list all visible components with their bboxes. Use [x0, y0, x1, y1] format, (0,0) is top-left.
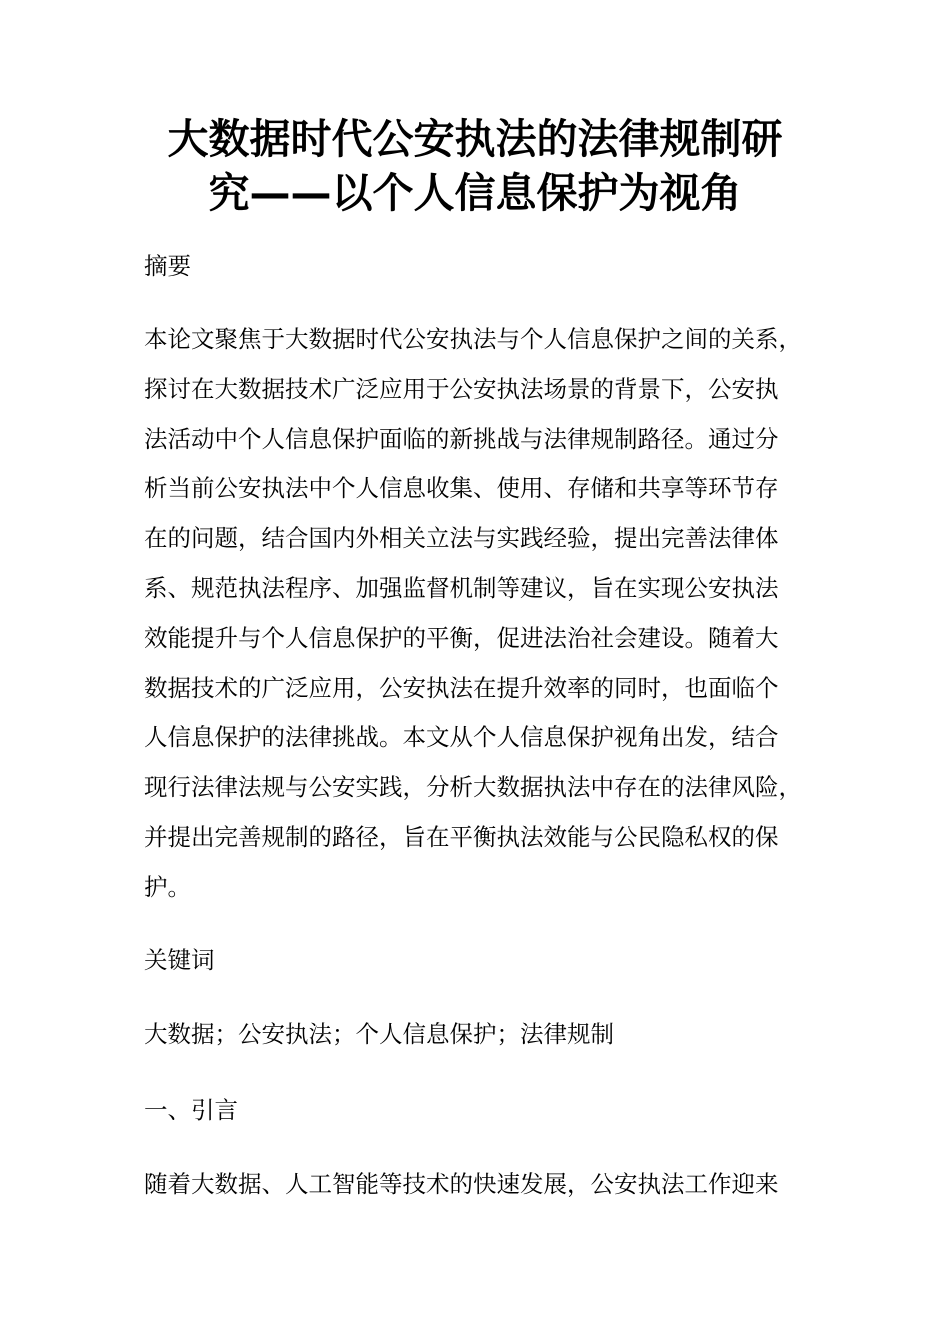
- section-heading-introduction: 一、引言: [144, 1096, 238, 1124]
- abstract-line: 数据技术的广泛应用，公安执法在提升效率的同时，也面临个: [144, 673, 779, 702]
- abstract-line: 本论文聚焦于大数据时代公安执法与个人信息保护之间的关系，: [144, 325, 802, 353]
- abstract-line: 探讨在大数据技术广泛应用于公安执法场景的背景下，公安执: [144, 374, 779, 403]
- abstract-line: 现行法律法规与公安实践，分析大数据执法中存在的法律风险，: [144, 773, 802, 802]
- abstract-paragraph: [144, 315, 809, 913]
- introduction-line: 随着大数据、人工智能等技术的快速发展，公安执法工作迎来: [144, 1170, 779, 1198]
- abstract-line: 系、规范执法程序、加强监督机制等建议，旨在实现公安执法: [144, 573, 779, 602]
- abstract-line: 效能提升与个人信息保护的平衡，促进法治社会建设。随着大: [144, 623, 779, 652]
- title-line: 大数据时代公安执法的法律规制研: [167, 115, 783, 163]
- introduction-paragraph: [144, 1160, 809, 1210]
- abstract-line: 护。: [144, 872, 191, 901]
- abstract-line: 并提出完善规制的路径，旨在平衡执法效能与公民隐私权的保: [144, 822, 779, 851]
- abstract-line: 析当前公安执法中个人信息收集、使用、存储和共享等环节存: [144, 474, 779, 503]
- abstract-line: 在的问题，结合国内外相关立法与实践经验，提出完善法律体: [144, 524, 779, 553]
- abstract-heading: 摘要: [144, 252, 191, 280]
- abstract-line: 法活动中个人信息保护面临的新挑战与法律规制路径。通过分: [144, 424, 779, 453]
- abstract-line: 人信息保护的法律挑战。本文从个人信息保护视角出发，结合: [144, 723, 779, 752]
- keywords-heading: 关键词: [144, 946, 215, 974]
- title-line: 究——以个人信息保护为视角: [208, 169, 742, 217]
- keywords-list: 大数据；公安执法；个人信息保护；法律规制: [144, 1020, 614, 1048]
- document-title: [120, 112, 830, 220]
